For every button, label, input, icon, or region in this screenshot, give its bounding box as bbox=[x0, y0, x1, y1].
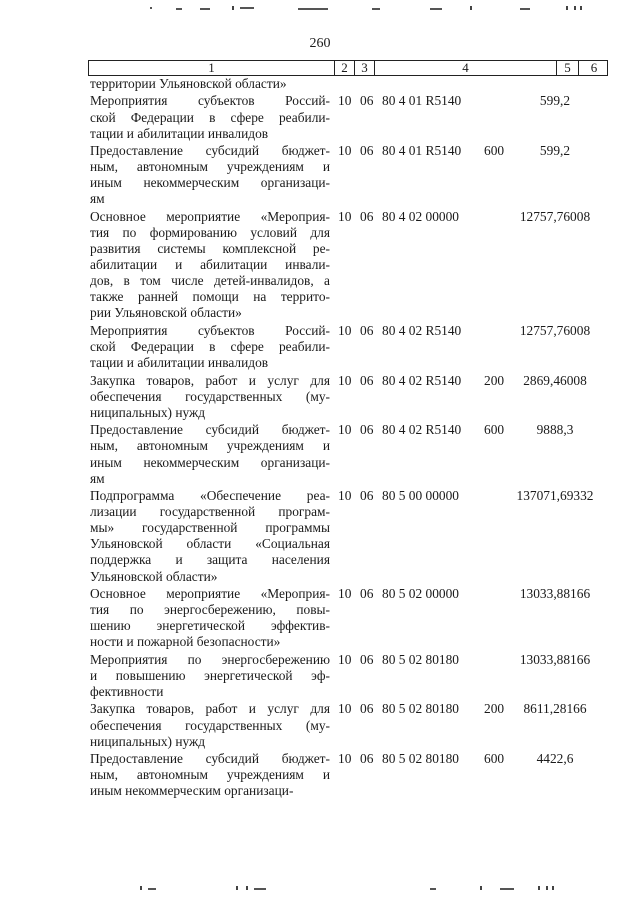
table-header bbox=[88, 60, 608, 76]
row-name-line: мы» государственной программы bbox=[90, 520, 330, 536]
row-name bbox=[90, 422, 330, 486]
row-name-line: поддержка и защита населения bbox=[90, 552, 330, 568]
table-row bbox=[90, 652, 610, 700]
column-header-2: 2 bbox=[335, 61, 355, 75]
row-cell-c2: 10 bbox=[338, 701, 352, 717]
row-name-line: Подпрограмма «Обеспечение реа- bbox=[90, 488, 330, 504]
row-cell-c3: 06 bbox=[360, 586, 374, 602]
column-header-1: 1 bbox=[89, 61, 335, 75]
row-name-line: развития системы комплексной ре- bbox=[90, 241, 330, 257]
row-name-line: Основное мероприятие «Мероприя- bbox=[90, 208, 330, 224]
row-name bbox=[90, 652, 330, 700]
row-name bbox=[90, 76, 330, 92]
table-row bbox=[90, 93, 610, 141]
row-name-line: Основное мероприятие «Мероприя- bbox=[90, 586, 330, 602]
row-name bbox=[90, 751, 330, 799]
page-number: 260 bbox=[309, 36, 331, 51]
column-header-4: 4 bbox=[375, 61, 557, 75]
row-cell-c4: 80 5 02 80180 bbox=[382, 751, 459, 767]
row-name bbox=[90, 143, 330, 207]
row-cell-c3: 06 bbox=[360, 422, 374, 438]
row-cell-c3: 06 bbox=[360, 651, 374, 667]
row-cell-c4: 80 4 01 R5140 bbox=[382, 143, 462, 159]
column-header-5: 5 bbox=[557, 61, 579, 75]
row-cell-c6: 13033,88166 bbox=[519, 586, 591, 602]
row-name-line: тия по формированию условий для bbox=[90, 225, 330, 241]
table-row bbox=[90, 701, 610, 749]
row-name-line: обеспечения государственных (му- bbox=[90, 717, 330, 733]
row-name-line: тации и абилитации инвалидов bbox=[90, 355, 269, 371]
row-cell-c2: 10 bbox=[338, 422, 352, 438]
row-cell-c6: 12757,76008 bbox=[519, 322, 591, 338]
row-name-line: абилитации и абилитации инвали- bbox=[90, 257, 330, 273]
row-cell-c5: 200 bbox=[484, 372, 505, 388]
row-cell-c3: 06 bbox=[360, 488, 374, 504]
row-name-line: тации и абилитации инвалидов bbox=[90, 125, 269, 141]
row-cell-c6: 137071,69332 bbox=[516, 488, 594, 504]
row-name-line: обеспечения государственных (му- bbox=[90, 388, 330, 404]
row-cell-c3: 06 bbox=[360, 93, 374, 109]
row-cell-c6: 12757,76008 bbox=[519, 208, 591, 224]
row-cell-c2: 10 bbox=[338, 586, 352, 602]
table-row bbox=[90, 143, 610, 207]
table-row bbox=[90, 76, 610, 92]
row-name-line: иным некоммерческим организаци- bbox=[90, 783, 294, 799]
row-cell-c6: 599,2 bbox=[539, 143, 571, 159]
row-cell-c4: 80 5 00 00000 bbox=[382, 488, 459, 504]
row-cell-c6: 4422,6 bbox=[536, 751, 574, 767]
row-cell-c6: 2869,46008 bbox=[523, 372, 587, 388]
row-name bbox=[90, 323, 330, 371]
row-cell-c6: 9888,3 bbox=[536, 422, 574, 438]
row-name-line: ской Федерации в сфере реабили- bbox=[90, 109, 330, 125]
row-name-line: иным некоммерческим организаци- bbox=[90, 175, 330, 191]
row-cell-c4: 80 5 02 80180 bbox=[382, 651, 459, 667]
row-cell-c2: 10 bbox=[338, 488, 352, 504]
row-cell-c6: 13033,88166 bbox=[519, 651, 591, 667]
row-name-line: ности и пожарной безопасности» bbox=[90, 634, 281, 650]
row-name-line: Мероприятия субъектов Россий- bbox=[90, 93, 330, 109]
row-name-line: иным некоммерческим организаци- bbox=[90, 454, 330, 470]
row-name-line: рии Ульяновской области» bbox=[90, 305, 242, 321]
row-name-line: Мероприятия по энергосбережению bbox=[90, 651, 330, 667]
scan-artifacts-top bbox=[0, 6, 640, 10]
table-row bbox=[90, 209, 610, 322]
row-cell-c2: 10 bbox=[338, 372, 352, 388]
table-row bbox=[90, 323, 610, 371]
row-cell-c3: 06 bbox=[360, 208, 374, 224]
column-header-3: 3 bbox=[355, 61, 375, 75]
row-name bbox=[90, 93, 330, 141]
row-cell-c4: 80 4 02 R5140 bbox=[382, 422, 462, 438]
row-cell-c5: 200 bbox=[484, 701, 505, 717]
row-name-line: ным, автономным учреждениям и bbox=[90, 767, 330, 783]
row-name-line: ям bbox=[90, 191, 105, 207]
row-name-line: и повышению энергетической эф- bbox=[90, 667, 330, 683]
row-name-line: Предоставление субсидий бюджет- bbox=[90, 422, 330, 438]
row-cell-c3: 06 bbox=[360, 143, 374, 159]
row-cell-c2: 10 bbox=[338, 208, 352, 224]
row-name bbox=[90, 701, 330, 749]
column-header-6: 6 bbox=[590, 60, 598, 75]
row-name-line: Ульяновской области «Социальная bbox=[90, 536, 330, 552]
row-cell-c4: 80 5 02 80180 bbox=[382, 701, 459, 717]
row-cell-c3: 06 bbox=[360, 322, 374, 338]
row-name-line: Ульяновской области» bbox=[90, 568, 218, 584]
row-name bbox=[90, 488, 330, 585]
row-cell-c6: 8611,28166 bbox=[523, 701, 587, 717]
row-name-line: ской Федерации в сфере реабили- bbox=[90, 339, 330, 355]
table-row bbox=[90, 751, 610, 799]
row-name-line: шению энергетической эффектив- bbox=[90, 618, 330, 634]
row-cell-c4: 80 4 02 00000 bbox=[382, 208, 459, 224]
row-name-line: лизации государственной програм- bbox=[90, 504, 330, 520]
row-cell-c2: 10 bbox=[338, 651, 352, 667]
row-name bbox=[90, 586, 330, 650]
row-cell-c2: 10 bbox=[338, 751, 352, 767]
scan-artifacts-bottom bbox=[0, 886, 640, 890]
row-name bbox=[90, 209, 330, 322]
row-name-line: ным, автономным учреждениям и bbox=[90, 438, 330, 454]
row-cell-c2: 10 bbox=[338, 322, 352, 338]
row-cell-c5: 600 bbox=[484, 143, 505, 159]
row-name-line: Закупка товаров, работ и услуг для bbox=[90, 701, 330, 717]
row-name-line: Мероприятия субъектов Россий- bbox=[90, 322, 330, 338]
row-name-line: ниципальных) нужд bbox=[90, 404, 206, 420]
row-cell-c3: 06 bbox=[360, 372, 374, 388]
table-body bbox=[90, 76, 610, 801]
row-cell-c5: 600 bbox=[484, 422, 505, 438]
table-row bbox=[90, 586, 610, 650]
row-name-line: ям bbox=[90, 470, 105, 486]
row-name-line: фективности bbox=[90, 683, 164, 699]
table-row bbox=[90, 422, 610, 486]
row-cell-c2: 10 bbox=[338, 143, 352, 159]
row-cell-c5: 600 bbox=[484, 751, 505, 767]
row-name-line: территории Ульяновской области» bbox=[90, 76, 287, 91]
row-cell-c2: 10 bbox=[338, 93, 352, 109]
row-name-line: дов, в том числе детей-инвалидов, а bbox=[90, 273, 330, 289]
row-cell-c4: 80 4 02 R5140 bbox=[382, 322, 462, 338]
row-name-line: Предоставление субсидий бюджет- bbox=[90, 143, 330, 159]
row-cell-c4: 80 4 02 R5140 bbox=[382, 372, 462, 388]
row-cell-c4: 80 5 02 00000 bbox=[382, 586, 459, 602]
row-name-line: также ранней помощи на террито- bbox=[90, 289, 330, 305]
table-row bbox=[90, 373, 610, 421]
row-name-line: Предоставление субсидий бюджет- bbox=[90, 751, 330, 767]
row-cell-c4: 80 4 01 R5140 bbox=[382, 93, 462, 109]
row-cell-c6: 599,2 bbox=[539, 93, 571, 109]
table-row bbox=[90, 488, 610, 585]
row-name-line: ниципальных) нужд bbox=[90, 733, 206, 749]
row-name bbox=[90, 373, 330, 421]
row-cell-c3: 06 bbox=[360, 701, 374, 717]
row-name-line: ным, автономным учреждениям и bbox=[90, 159, 330, 175]
row-name-line: тия по энергосбережению, повы- bbox=[90, 602, 330, 618]
row-cell-c3: 06 bbox=[360, 751, 374, 767]
row-name-line: Закупка товаров, работ и услуг для bbox=[90, 372, 330, 388]
